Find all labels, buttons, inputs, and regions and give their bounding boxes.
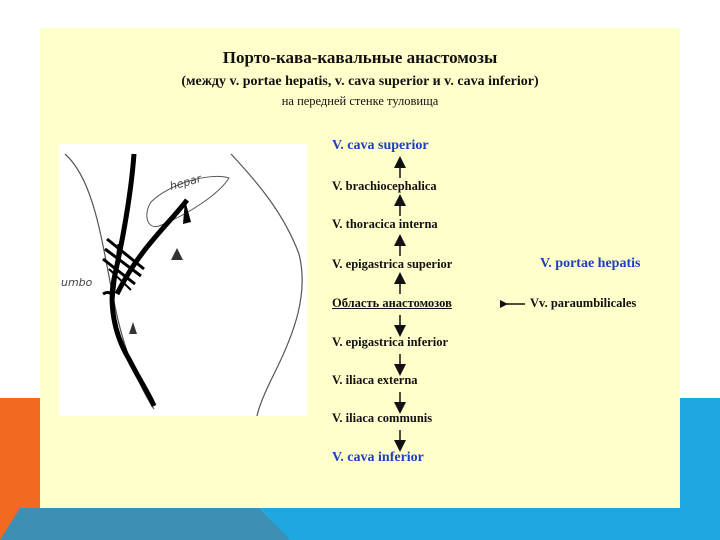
slide-subtitle: (между v. portae hepatis, v. cava superior и v. cava inferior) xyxy=(181,74,539,89)
label-umbo: umbo xyxy=(61,276,93,289)
arrow-right-head xyxy=(500,300,508,308)
node-anastomosis-area: Область анастомозов xyxy=(332,296,452,310)
slide-title: Порто-кава-кавальные анастомозы xyxy=(222,48,498,67)
node-vena-cava-inferior: V. cava inferior xyxy=(332,450,424,465)
slide-subtitle-location: на передней стенке туловища xyxy=(281,94,439,108)
node-portae-hepatis: V. portae hepatis xyxy=(540,256,641,271)
node-thoracica-interna: V. thoracica interna xyxy=(332,217,438,231)
node-vena-cava-superior: V. cava superior xyxy=(332,138,429,153)
node-epigastrica-superior: V. epigastrica superior xyxy=(332,257,453,271)
node-iliaca-externa: V. iliaca externa xyxy=(332,373,418,387)
flow-arrows xyxy=(40,28,680,508)
node-brachiocephalica: V. brachiocephalica xyxy=(332,179,437,193)
label-hepar: hepar xyxy=(168,172,203,193)
node-epigastrica-inferior: V. epigastrica inferior xyxy=(332,335,449,349)
bottom-accent-stripe xyxy=(0,508,720,540)
slide xyxy=(40,28,680,508)
node-iliaca-communis: V. iliaca communis xyxy=(332,411,433,425)
node-paraumbilicales: Vv. paraumbilicales xyxy=(530,296,637,310)
